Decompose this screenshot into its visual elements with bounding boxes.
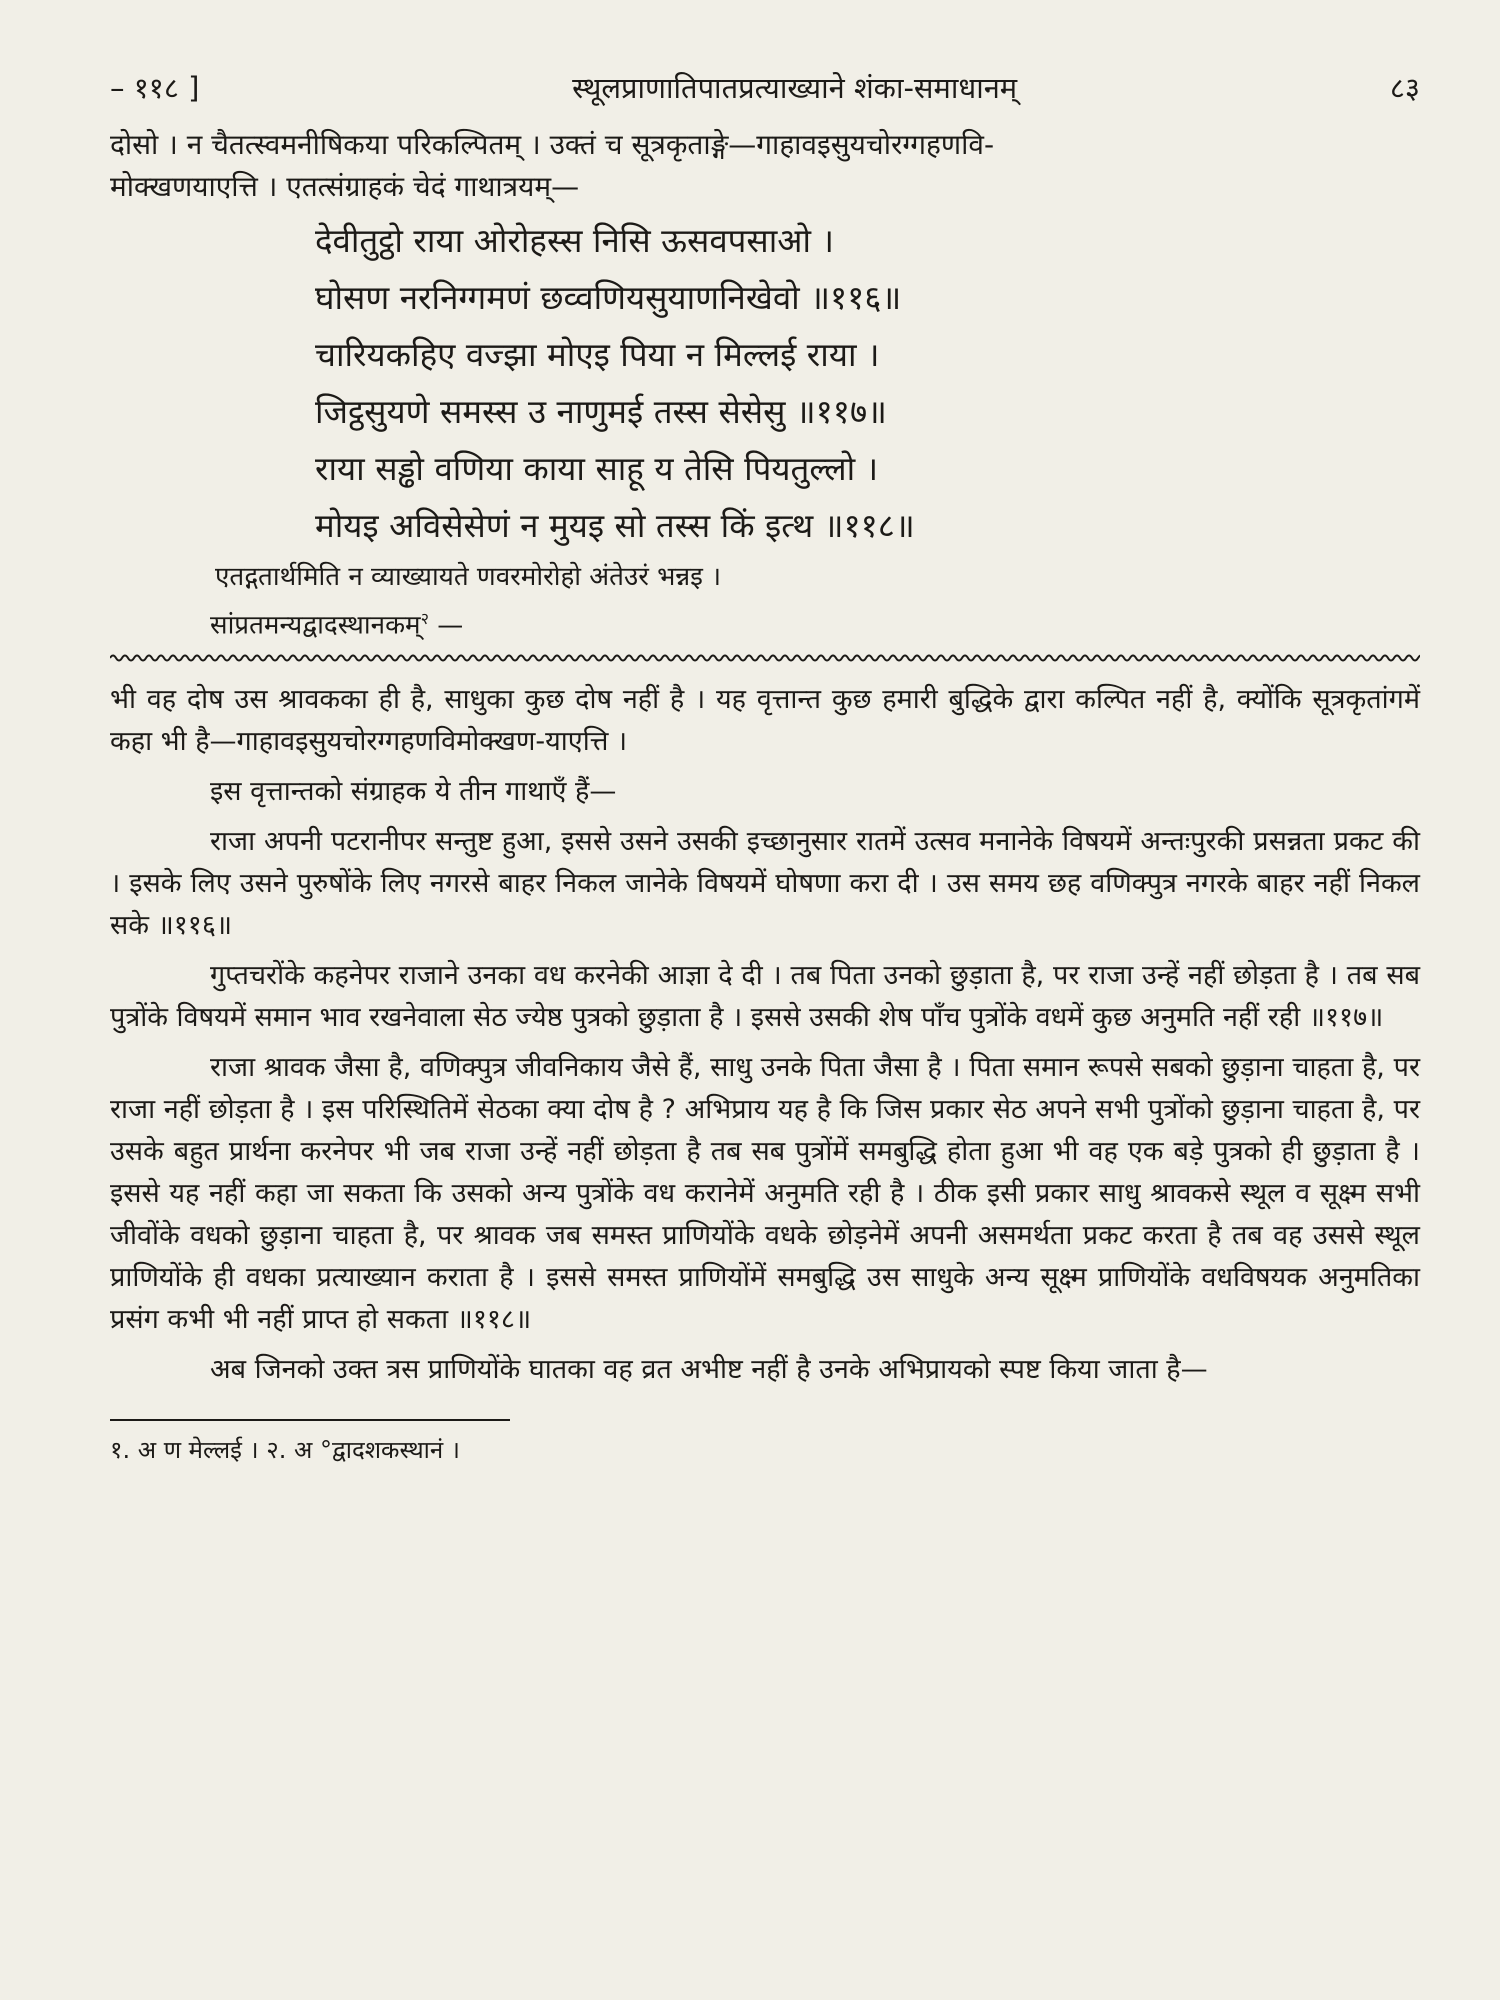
- next-topic-dash: —: [428, 610, 464, 641]
- footnote-marker: २: [420, 609, 429, 628]
- verse-line: घोसण नरनिग्गमणं छव्वणियसुयाणनिखेवो ॥११६॥: [315, 278, 902, 317]
- sanskrit-line: दोसो । न चैतत्स्वमनीषिकया परिकल्पितम् । उक्तं च सूत्रकृताङ्गे—गाहावइसुयचोरग्गहणवि-: [110, 128, 995, 161]
- translation-paragraph: इस वृत्तान्तको संग्राहक ये तीन गाथाएँ हैं—: [210, 775, 617, 807]
- running-header: [110, 68, 1420, 120]
- footnote-rule: [110, 1419, 510, 1421]
- translation-paragraph: राजा श्रावक जैसा है, वणिक्पुत्र जीवनिकाय जैसे हैं, साधु उनके पिता जैसा है । पिता समान रूपसे सबको छुड़ाना चाहता है, पर राजा नहीं छोड़ता है । इस परिस्थितिमें सेठका क्या दोष है ? अभिप्राय यह है कि जिस प्रकार सेठ अपने सभी पुत्रोंको छुड़ाना चाहता है, पर उसके बहुत प्रार्थना करनेपर भी जब राजा उन्हें नहीं छोड़ता है तब सब पुत्रोंमें समबुद्धि होता हुआ भी वह एक बड़े पुत्रको ही छुड़ाता है । इससे यह नहीं कहा जा सकता कि उसको अन्य पुत्रोंके वध करानेमें अनुमति रही है । ठीक इसी प्रकार साधु श्रावकसे स्थूल व सूक्ष्म सभी जीवोंके वधको छुड़ाना चाहता है, पर श्रावक जब समस्त प्राणियोंके वधके छोड़नेमें अपनी असमर्थता प्रकट करता है तब वह उससे स्थूल प्राणियोंके ही वधका प्रत्याख्यान कराता है । इससे समस्त प्राणियोंमें समबुद्धि उस साधुके अन्य सूक्ष्म प्राणियोंके वधविषयक अनुमतिका प्रसंग कभी भी नहीं प्राप्त हो सकता ॥११८॥: [110, 1051, 1420, 1335]
- verse-line: मोयइ अविसेसेणं न मुयइ सो तस्स किं इत्थ ॥११८॥: [315, 506, 915, 545]
- translation-paragraph: भी वह दोष उस श्रावकका ही है, साधुका कुछ दोष नहीं है । यह वृत्तान्त कुछ हमारी बुद्धिके द्वारा कल्पित नहीं है, क्योंकि सूत्रकृतांगमें कहा भी है—गाहावइसुयचोरग्गहणविमोक्खण-याएत्ति ।: [110, 683, 1420, 757]
- translation-paragraph: अब जिनको उक्त त्रस प्राणियोंके घातका वह व्रत अभीष्ट नहीं है उनके अभिप्रायको स्पष्ट किया जाता है—: [210, 1353, 1208, 1385]
- sanskrit-line: मोक्खणयाएत्ति । एतत्संग्राहकं चेदं गाथात्रयम्—: [110, 170, 580, 203]
- translation-paragraph: राजा अपनी पटरानीपर सन्तुष्ट हुआ, इससे उसने उसकी इच्छानुसार रातमें उत्सव मनानेके विषयमें अन्तःपुरकी प्रसन्नता प्रकट की । इसके लिए उसने पुरुषोंके लिए नगरसे बाहर निकल जानेके विषयमें घोषणा करा दी । उस समय छह वणिक्पुत्र नगरके बाहर नहीं निकल सके ॥११६॥: [110, 825, 1420, 941]
- verse-line: राया सड्ढो वणिया काया साहू य तेसि पियतुल्लो ।: [315, 449, 879, 488]
- page-number: ८३: [1389, 71, 1420, 105]
- verse-line: जिट्ठसुयणे समस्स उ नाणुमई तस्स सेसेसु ॥११७॥: [315, 392, 887, 431]
- document-page: [110, 68, 1420, 1466]
- header-title: स्थूलप्राणातिपातप्रत्याख्याने शंका-समाधानम्: [572, 71, 1018, 105]
- footnotes: १. अ ण मेल्लई । २. अ °द्वादशकस्थानं ।: [110, 1435, 460, 1464]
- sanskrit-intro: [110, 124, 1420, 208]
- gatha-verses: [110, 212, 1420, 554]
- next-topic-note: [110, 598, 1420, 647]
- next-topic-text: सांप्रतमन्यद्वादस्थानकम्: [210, 610, 421, 641]
- verse-line: चारियकहिए वज्झा मोएइ पिया न मिल्लई राया ।: [315, 335, 880, 374]
- verse-line: देवीतुट्ठो राया ओरोहस्स निसि ऊसवपसाओ ।: [315, 221, 835, 260]
- hindi-translation: [110, 679, 1420, 1391]
- commentary-note: एतद्गतार्थमिति न व्याख्यायते णवरमोरोहो अंतेउरं भन्नइ ।: [215, 562, 722, 592]
- translation-paragraph: गुप्तचरोंके कहनेपर राजाने उनका वध करनेकी आज्ञा दे दी । तब पिता उनको छुड़ाता है, पर राजा उन्हें नहीं छोड़ता है । तब सब पुत्रोंके विषयमें समान भाव रखनेवाला सेठ ज्येष्ठ पुत्रको छुड़ाता है । इससे उसकी शेष पाँच पुत्रोंके वधमें कुछ अनुमति नहीं रही ॥११७॥: [110, 959, 1420, 1033]
- header-left: – ११८ ]: [110, 71, 200, 105]
- wavy-divider: [110, 651, 1420, 665]
